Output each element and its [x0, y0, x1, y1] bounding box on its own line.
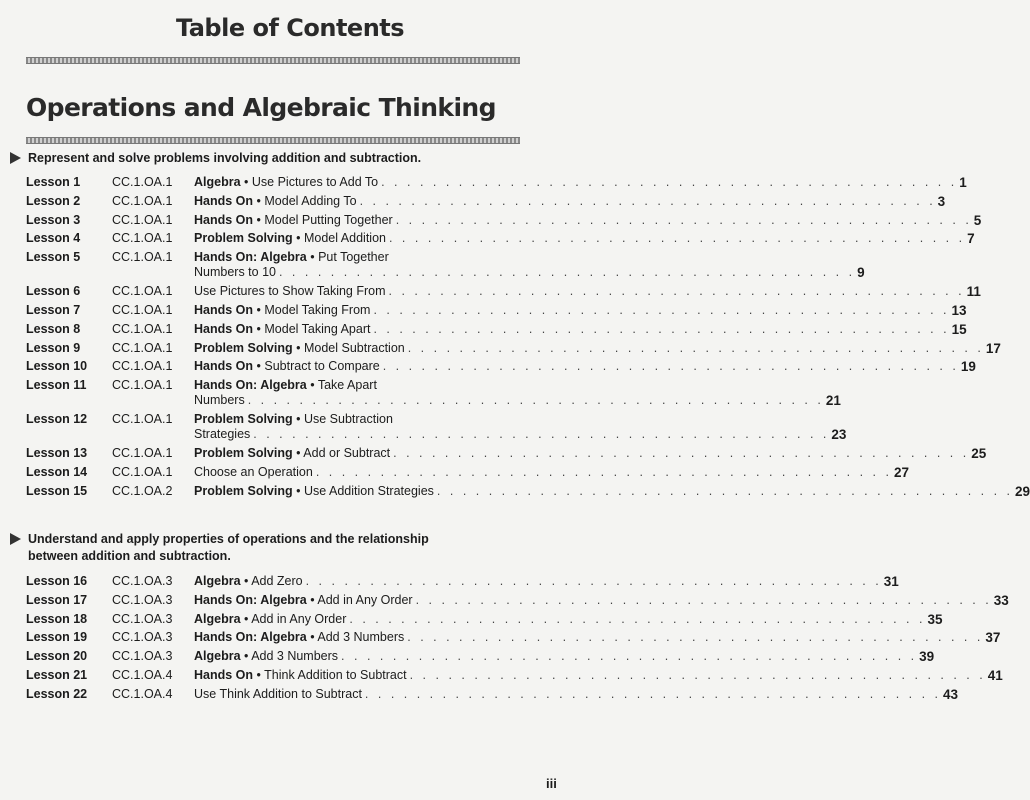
- page-reference: 41: [987, 667, 1003, 683]
- lesson-title-continued: Numbers: [194, 393, 245, 408]
- lesson-row: [26, 231, 975, 250]
- lesson-number: Lesson 17: [26, 592, 88, 607]
- lesson-title-text: [194, 687, 362, 702]
- standard-code: CC.1.OA.1: [112, 212, 173, 227]
- lesson-title-line: [194, 446, 987, 462]
- lesson-title-text: [194, 250, 389, 265]
- lesson-description: [194, 667, 1003, 683]
- lesson-row: [26, 446, 987, 465]
- lesson-type-label: Problem Solving: [194, 231, 293, 246]
- dot-leader: . . . . . . . . . . . . . . . . . . . . . . . . . . . . . . . . . . . . . . . . . . . . .: [364, 686, 942, 701]
- lesson-title: Add or Subtract: [303, 446, 391, 461]
- dot-leader: . . . . . . . . . . . . . . . . . . . . . . . . . . . . . . . . . . . . . . . . . . . . .: [393, 446, 970, 461]
- lesson-type-label: Algebra: [194, 574, 241, 588]
- dot-leader: . . . . . . . . . . . . . . . . . . . . . . . . . . . . . . . . . . . . . . . . . . . . .: [305, 574, 882, 588]
- lesson-number: Lesson 5: [26, 250, 81, 265]
- page-reference: 33: [993, 592, 1009, 608]
- lesson-title-text: [194, 284, 386, 299]
- lesson-title: Model Subtraction: [303, 340, 405, 355]
- lesson-description: [194, 686, 959, 702]
- lesson-title-text: [194, 303, 370, 318]
- group-heading-text: Understand and apply properties of operations and the relationship between addition and subtraction.: [28, 532, 429, 563]
- group-heading-2: [10, 531, 480, 565]
- standard-code: CC.1.OA.3: [112, 611, 173, 626]
- standard-code: CC.1.OA.2: [112, 483, 173, 498]
- bullet-separator: •: [292, 483, 304, 498]
- lesson-title-line: [194, 686, 959, 702]
- lesson-type-label: Hands On: Algebra: [194, 250, 307, 265]
- page-number: iii: [546, 776, 557, 791]
- standard-code: CC.1.OA.1: [112, 231, 173, 246]
- lesson-title: Model Taking From: [264, 302, 371, 317]
- dot-leader: . . . . . . . . . . . . . . . . . . . . . . . . . . . . . . . . . . . . . . . . . . . . .: [373, 321, 950, 336]
- dot-leader: . . . . . . . . . . . . . . . . . . . . . . . . . . . . . . . . . . . . . . . . . . . . .: [247, 393, 824, 408]
- lesson-number: Lesson 21: [26, 667, 88, 682]
- dot-leader: . . . . . . . . . . . . . . . . . . . . . . . . . . . . . . . . . . . . . . . . . . . . .: [381, 175, 958, 189]
- bullet-separator: •: [253, 321, 265, 336]
- standard-code: CC.1.OA.1: [112, 446, 173, 461]
- lesson-description: [194, 592, 1009, 608]
- standard-code: CC.1.OA.1: [112, 340, 173, 355]
- lesson-row: [26, 464, 909, 484]
- lesson-number: Lesson 9: [26, 340, 81, 355]
- lesson-title-text: [194, 213, 393, 228]
- lesson-number: Lesson 4: [26, 231, 81, 246]
- title-divider: [26, 57, 520, 64]
- lesson-row: [26, 483, 1030, 503]
- lesson-type-label: Algebra: [194, 649, 241, 664]
- lesson-number: Lesson 8: [26, 321, 81, 336]
- lesson-title-text: [194, 446, 390, 461]
- lesson-title-text: [194, 393, 245, 408]
- lesson-title-line-2: [194, 427, 847, 443]
- lesson-description: [194, 630, 1001, 646]
- lesson-row: [26, 212, 982, 232]
- triangle-bullet-icon: [10, 152, 21, 164]
- dot-leader: . . . . . . . . . . . . . . . . . . . . . . . . . . . . . . . . . . . . . . . . . . . . .: [415, 592, 992, 607]
- lesson-number: Lesson 6: [26, 284, 81, 299]
- lesson-title-line: [194, 483, 1030, 499]
- bullet-separator: •: [253, 193, 265, 208]
- lesson-type-label: Hands On: [194, 667, 254, 682]
- lesson-row: [26, 574, 899, 593]
- page-reference: 17: [985, 340, 1001, 356]
- lesson-title: Use Subtraction: [303, 412, 393, 427]
- dot-leader: . . . . . . . . . . . . . . . . . . . . . . . . . . . . . . . . . . . . . . . . . . . . .: [359, 193, 936, 208]
- lesson-title: Subtract to Compare: [264, 359, 380, 374]
- standard-code: CC.1.OA.1: [112, 250, 173, 265]
- lesson-title-text: [194, 265, 276, 280]
- lesson-number: Lesson 14: [26, 464, 88, 479]
- lesson-title: Model Putting Together: [264, 212, 393, 227]
- lesson-title-text: [194, 427, 250, 442]
- page-reference: 21: [825, 393, 841, 409]
- lesson-title-continued: Strategies: [194, 427, 251, 442]
- dot-leader: . . . . . . . . . . . . . . . . . . . . . . . . . . . . . . . . . . . . . . . . . . . . .: [278, 265, 856, 280]
- page-reference: 5: [973, 212, 982, 228]
- dot-leader: . . . . . . . . . . . . . . . . . . . . . . . . . . . . . . . . . . . . . . . . . . . . .: [395, 212, 972, 227]
- lesson-type-label: Hands On: Algebra: [194, 592, 307, 607]
- lesson-type-label: Hands On: [194, 359, 254, 374]
- lesson-type-label: Hands On: Algebra: [194, 378, 307, 393]
- page-title: Table of Contents: [175, 14, 405, 42]
- lesson-description: [194, 464, 909, 480]
- lesson-title-line: [194, 193, 946, 209]
- section-divider: [26, 137, 520, 144]
- lesson-title: Add in Any Order: [317, 592, 413, 607]
- lesson-number: Lesson 16: [26, 574, 88, 588]
- dot-leader: . . . . . . . . . . . . . . . . . . . . . . . . . . . . . . . . . . . . . . . . . . . . .: [407, 340, 984, 355]
- bullet-separator: •: [240, 611, 252, 626]
- lesson-title-text: [194, 574, 303, 589]
- lesson-title: Use Think Addition to Subtract: [194, 686, 362, 701]
- lesson-type-label: Hands On: [194, 193, 254, 208]
- standard-code: CC.1.OA.1: [112, 412, 173, 427]
- lesson-title-line: [194, 284, 981, 300]
- dot-leader: . . . . . . . . . . . . . . . . . . . . . . . . . . . . . . . . . . . . . . . . . . . . .: [407, 630, 984, 645]
- standard-code: CC.1.OA.1: [112, 302, 173, 317]
- dot-leader: . . . . . . . . . . . . . . . . . . . . . . . . . . . . . . . . . . . . . . . . . . . . .: [315, 464, 892, 479]
- lesson-type-label: Hands On: Algebra: [194, 630, 307, 645]
- lesson-row: [26, 302, 967, 322]
- lesson-title-text: [194, 668, 407, 683]
- standard-code: CC.1.OA.4: [112, 667, 173, 682]
- lesson-title: Add 3 Numbers: [317, 630, 405, 645]
- bullet-separator: •: [306, 378, 318, 393]
- dot-leader: . . . . . . . . . . . . . . . . . . . . . . . . . . . . . . . . . . . . . . . . . . . . .: [341, 649, 918, 664]
- standard-code: CC.1.OA.1: [112, 464, 173, 479]
- bullet-separator: •: [253, 667, 265, 682]
- lesson-title-text: [194, 341, 405, 356]
- lesson-title-text: [194, 378, 377, 393]
- page-reference: 15: [951, 321, 967, 337]
- lesson-description: [194, 574, 899, 589]
- standard-code: CC.1.OA.1: [112, 193, 173, 208]
- lesson-title-text: [194, 359, 380, 374]
- lesson-title-line: [194, 359, 976, 375]
- lesson-description: [194, 231, 975, 247]
- lesson-title-line: [194, 574, 899, 589]
- dot-leader: . . . . . . . . . . . . . . . . . . . . . . . . . . . . . . . . . . . . . . . . . . . . .: [373, 302, 950, 317]
- lesson-title-line: [194, 630, 1001, 646]
- standard-code: CC.1.OA.4: [112, 686, 173, 701]
- bullet-separator: •: [306, 592, 318, 607]
- lesson-number: Lesson 18: [26, 611, 88, 626]
- lesson-description: [194, 359, 976, 375]
- page-reference: 27: [893, 464, 909, 480]
- triangle-bullet-icon: [10, 533, 21, 545]
- lesson-type-label: Problem Solving: [194, 483, 293, 498]
- page-reference: 23: [831, 427, 847, 443]
- lesson-title-line: [194, 378, 516, 393]
- lesson-title-text: [194, 612, 346, 627]
- bullet-separator: •: [253, 212, 265, 227]
- lesson-row: [26, 359, 976, 378]
- lesson-title-line: [194, 231, 975, 247]
- lesson-title-text: [194, 465, 313, 480]
- standard-code: CC.1.OA.1: [112, 175, 173, 189]
- lesson-number: Lesson 1: [26, 175, 81, 189]
- lesson-number: Lesson 7: [26, 302, 81, 317]
- lesson-title: Use Addition Strategies: [303, 483, 434, 498]
- bullet-separator: •: [292, 231, 304, 246]
- lesson-number: Lesson 20: [26, 649, 88, 664]
- page-reference: 3: [937, 193, 946, 209]
- lesson-description: [194, 284, 981, 300]
- dot-leader: . . . . . . . . . . . . . . . . . . . . . . . . . . . . . . . . . . . . . . . . . . . . .: [253, 427, 830, 442]
- lesson-title-text: [194, 593, 413, 608]
- lesson-title-line: [194, 212, 982, 228]
- lesson-title-line: [194, 464, 909, 480]
- lesson-type-label: Algebra: [194, 175, 241, 189]
- dot-leader: . . . . . . . . . . . . . . . . . . . . . . . . . . . . . . . . . . . . . . . . . . . . .: [409, 667, 986, 682]
- lesson-title: Put Together: [318, 250, 389, 265]
- lesson-title-line: [194, 649, 935, 665]
- lesson-description: [194, 302, 967, 318]
- lesson-row: [26, 611, 943, 631]
- page-reference: 43: [943, 686, 959, 702]
- lesson-title-line-2: [194, 265, 865, 281]
- page-reference: 31: [883, 574, 899, 589]
- lesson-description: [194, 483, 1030, 499]
- lesson-number: Lesson 3: [26, 212, 81, 227]
- section-title: Operations and Algebraic Thinking: [26, 93, 496, 122]
- standard-code: CC.1.OA.1: [112, 321, 173, 336]
- lesson-title-line: [194, 412, 516, 427]
- lesson-title-text: [194, 630, 404, 645]
- lesson-title-text: [194, 194, 357, 209]
- lesson-number: Lesson 22: [26, 686, 88, 701]
- bullet-separator: •: [292, 412, 304, 427]
- page-reference: 37: [985, 630, 1001, 646]
- lesson-list-2: [26, 574, 1009, 706]
- bullet-separator: •: [306, 630, 318, 645]
- lesson-title-continued: Numbers to 10: [194, 265, 276, 280]
- lesson-row: [26, 284, 981, 303]
- lesson-title-line: [194, 302, 967, 318]
- page-reference: 13: [951, 302, 967, 318]
- lesson-title-text: [194, 322, 370, 337]
- lesson-title: Model Addition: [303, 231, 386, 246]
- lesson-description: [194, 250, 865, 281]
- lesson-type-label: Problem Solving: [194, 412, 293, 427]
- page-reference: 25: [971, 446, 987, 462]
- lesson-number: Lesson 2: [26, 193, 81, 208]
- lesson-title-line: [194, 592, 1009, 608]
- lesson-description: [194, 193, 946, 209]
- dot-leader: . . . . . . . . . . . . . . . . . . . . . . . . . . . . . . . . . . . . . . . . . . . . .: [382, 359, 959, 374]
- standard-code: CC.1.OA.3: [112, 592, 173, 607]
- page-reference: 9: [857, 265, 865, 281]
- dot-leader: . . . . . . . . . . . . . . . . . . . . . . . . . . . . . . . . . . . . . . . . . . . . .: [388, 231, 966, 246]
- lesson-number: Lesson 11: [26, 378, 87, 393]
- lesson-title-text: [194, 231, 386, 246]
- page-reference: 7: [967, 231, 975, 247]
- lesson-row: [26, 412, 847, 446]
- group-heading-text: Represent and solve problems involving addition and subtraction.: [28, 151, 422, 165]
- lesson-title-text: [194, 175, 378, 190]
- dot-leader: . . . . . . . . . . . . . . . . . . . . . . . . . . . . . . . . . . . . . . . . . . . . .: [436, 483, 1014, 498]
- bullet-separator: •: [240, 574, 252, 588]
- dot-leader: . . . . . . . . . . . . . . . . . . . . . . . . . . . . . . . . . . . . . . . . . . . . .: [388, 284, 965, 299]
- lesson-type-label: Algebra: [194, 611, 241, 626]
- lesson-row: [26, 321, 967, 341]
- lesson-row: [26, 340, 1001, 360]
- lesson-title: Add 3 Numbers: [251, 649, 339, 664]
- lesson-title-line: [194, 175, 967, 190]
- page-reference: 1: [959, 175, 967, 190]
- page-reference: 11: [966, 284, 981, 300]
- lesson-description: [194, 378, 841, 409]
- bullet-separator: •: [292, 340, 304, 355]
- lesson-description: [194, 175, 967, 190]
- lesson-title-line-2: [194, 393, 841, 409]
- lesson-title-line: [194, 340, 1001, 356]
- group-heading-1: [10, 150, 480, 167]
- lesson-number: Lesson 15: [26, 483, 88, 498]
- lesson-title: Add Zero: [251, 574, 303, 588]
- lesson-description: [194, 446, 987, 462]
- lesson-title-text: [194, 484, 434, 499]
- lesson-row: [26, 686, 959, 706]
- lesson-row: [26, 667, 1003, 687]
- lesson-list-1: [26, 175, 1030, 503]
- lesson-description: [194, 321, 967, 337]
- lesson-type-label: Hands On: [194, 302, 254, 317]
- lesson-row: [26, 592, 1009, 612]
- lesson-type-label: Hands On: [194, 321, 254, 336]
- page-reference: 29: [1015, 483, 1030, 499]
- bullet-separator: •: [253, 302, 265, 317]
- lesson-title-line: [194, 321, 967, 337]
- lesson-row: [26, 378, 841, 412]
- bullet-separator: •: [292, 446, 304, 461]
- lesson-title: Take Apart: [317, 378, 377, 393]
- lesson-title-line: [194, 667, 1003, 683]
- lesson-row: [26, 175, 967, 194]
- lesson-title-text: [194, 649, 338, 664]
- lesson-description: [194, 412, 847, 443]
- lesson-number: Lesson 19: [26, 630, 88, 645]
- lesson-number: Lesson 13: [26, 446, 88, 461]
- lesson-description: [194, 611, 943, 627]
- lesson-type-label: Problem Solving: [194, 340, 293, 355]
- bullet-separator: •: [240, 649, 252, 664]
- lesson-number: Lesson 10: [26, 359, 88, 374]
- bullet-separator: •: [240, 175, 252, 189]
- page-reference: 35: [927, 611, 943, 627]
- lesson-title: Add in Any Order: [251, 611, 347, 626]
- lesson-title-text: [194, 412, 393, 427]
- lesson-title: Choose an Operation: [194, 464, 313, 479]
- standard-code: CC.1.OA.3: [112, 649, 173, 664]
- lesson-row: [26, 250, 865, 284]
- lesson-row: [26, 193, 946, 213]
- page-reference: 19: [960, 359, 976, 375]
- lesson-title-line: [194, 250, 516, 265]
- bullet-separator: •: [306, 250, 319, 265]
- standard-code: CC.1.OA.3: [112, 574, 173, 588]
- lesson-description: [194, 649, 935, 665]
- page-reference: 39: [919, 649, 935, 665]
- lesson-type-label: Problem Solving: [194, 446, 293, 461]
- lesson-title: Use Pictures to Show Taking From: [194, 284, 386, 299]
- standard-code: CC.1.OA.1: [112, 359, 173, 374]
- standard-code: CC.1.OA.1: [112, 284, 173, 299]
- lesson-description: [194, 340, 1001, 356]
- standard-code: CC.1.OA.3: [112, 630, 173, 645]
- lesson-type-label: Hands On: [194, 212, 254, 227]
- lesson-row: [26, 630, 1001, 649]
- lesson-description: [194, 212, 982, 228]
- dot-leader: . . . . . . . . . . . . . . . . . . . . . . . . . . . . . . . . . . . . . . . . . . . . .: [349, 611, 926, 626]
- lesson-row: [26, 649, 935, 668]
- lesson-title: Model Taking Apart: [264, 321, 371, 336]
- standard-code: CC.1.OA.1: [112, 378, 173, 393]
- lesson-title: Use Pictures to Add To: [251, 175, 379, 189]
- lesson-title: Model Adding To: [264, 193, 357, 208]
- lesson-title-line: [194, 611, 943, 627]
- lesson-number: Lesson 12: [26, 412, 88, 427]
- lesson-title: Think Addition to Subtract: [264, 667, 407, 682]
- bullet-separator: •: [253, 359, 265, 374]
